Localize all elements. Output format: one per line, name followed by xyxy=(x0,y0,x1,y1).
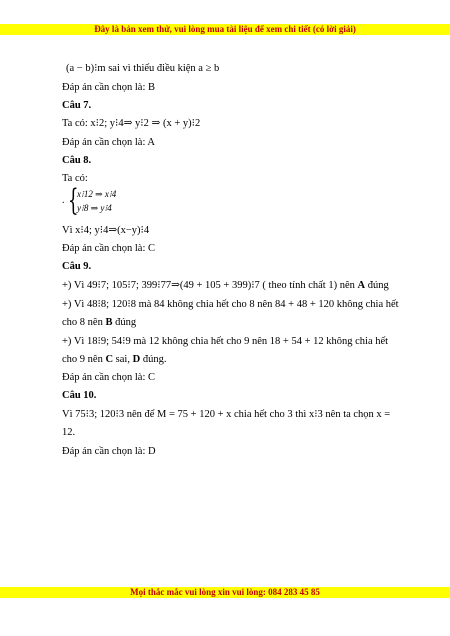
text-segment: đúng. xyxy=(140,354,167,365)
text-segment: đúng xyxy=(365,280,389,291)
text-segment: +) Vì 49⁝7; 105⁝7; 399⁝77⇒(49 + 105 + 399)⁝7 ( theo tính chất 1) nên xyxy=(62,280,358,291)
text-line xyxy=(62,316,136,329)
text-line: 12. xyxy=(62,427,76,438)
contact-footer-banner xyxy=(0,587,450,598)
option-label: A xyxy=(357,280,366,291)
system-row-1: x⁝12 ⇒ x⁝4 xyxy=(77,189,117,199)
preview-notice-text: Đây là bản xem thử, vui lòng mua tài liệu để xem chi tiết (có lời giải) xyxy=(94,24,356,34)
text-segment: sai, xyxy=(113,354,133,365)
text-segment: cho 9 nên xyxy=(62,354,106,365)
text-line xyxy=(62,353,166,366)
preview-notice-banner xyxy=(0,24,450,35)
question-heading: Câu 10. xyxy=(62,390,97,401)
text-segment: đúng xyxy=(112,317,137,328)
equation-system xyxy=(62,183,182,218)
text-line: Vì x⁝4; y⁝4⇒(x−y)⁝4 xyxy=(62,225,150,236)
text-line: Ta có: x⁝2; y⁝4⇒ y⁝2 ⇒ (x + y)⁝2 xyxy=(62,118,201,129)
answer-line: Đáp án cần chọn là: B xyxy=(62,82,156,93)
left-brace: { xyxy=(68,183,79,218)
question-heading: Câu 8. xyxy=(62,155,92,166)
text-line: (a − b)⁝m sai vì thiếu điều kiện a ≥ b xyxy=(66,63,220,74)
text-line: Vì 75⁝3; 120⁝3 nên để M = 75 + 120 + x chia hết cho 3 thì x⁝3 nên ta chọn x = xyxy=(62,409,391,420)
text-segment: cho 8 nên xyxy=(62,317,106,328)
option-label: B xyxy=(105,317,113,328)
answer-line: Đáp án cần chọn là: C xyxy=(62,372,156,383)
answer-line: Đáp án cần chọn là: A xyxy=(62,137,156,148)
text-line: +) Vì 18⁝9; 54⁝9 mà 12 không chia hết cho 9 nên 18 + 54 + 12 không chia hết xyxy=(62,336,389,347)
option-label: C xyxy=(105,354,114,365)
system-dot: . xyxy=(62,195,65,206)
option-label: D xyxy=(132,354,141,365)
text-line: Ta có: xyxy=(62,173,88,184)
answer-line: Đáp án cần chọn là: C xyxy=(62,243,156,254)
text-line xyxy=(62,279,389,292)
system-row-2: y⁝8 ⇒ y⁝4 xyxy=(77,203,112,213)
answer-line: Đáp án cần chọn là: D xyxy=(62,446,156,457)
text-line: +) Vì 48⁝8; 120⁝8 mà 84 không chia hết cho 8 nên 84 + 48 + 120 không chia hết xyxy=(62,299,399,310)
question-heading: Câu 7. xyxy=(62,100,92,111)
contact-footer-text: Mọi thắc mắc vui lòng xin vui lòng: 084 283 45 85 xyxy=(130,587,320,597)
question-heading: Câu 9. xyxy=(62,261,92,272)
